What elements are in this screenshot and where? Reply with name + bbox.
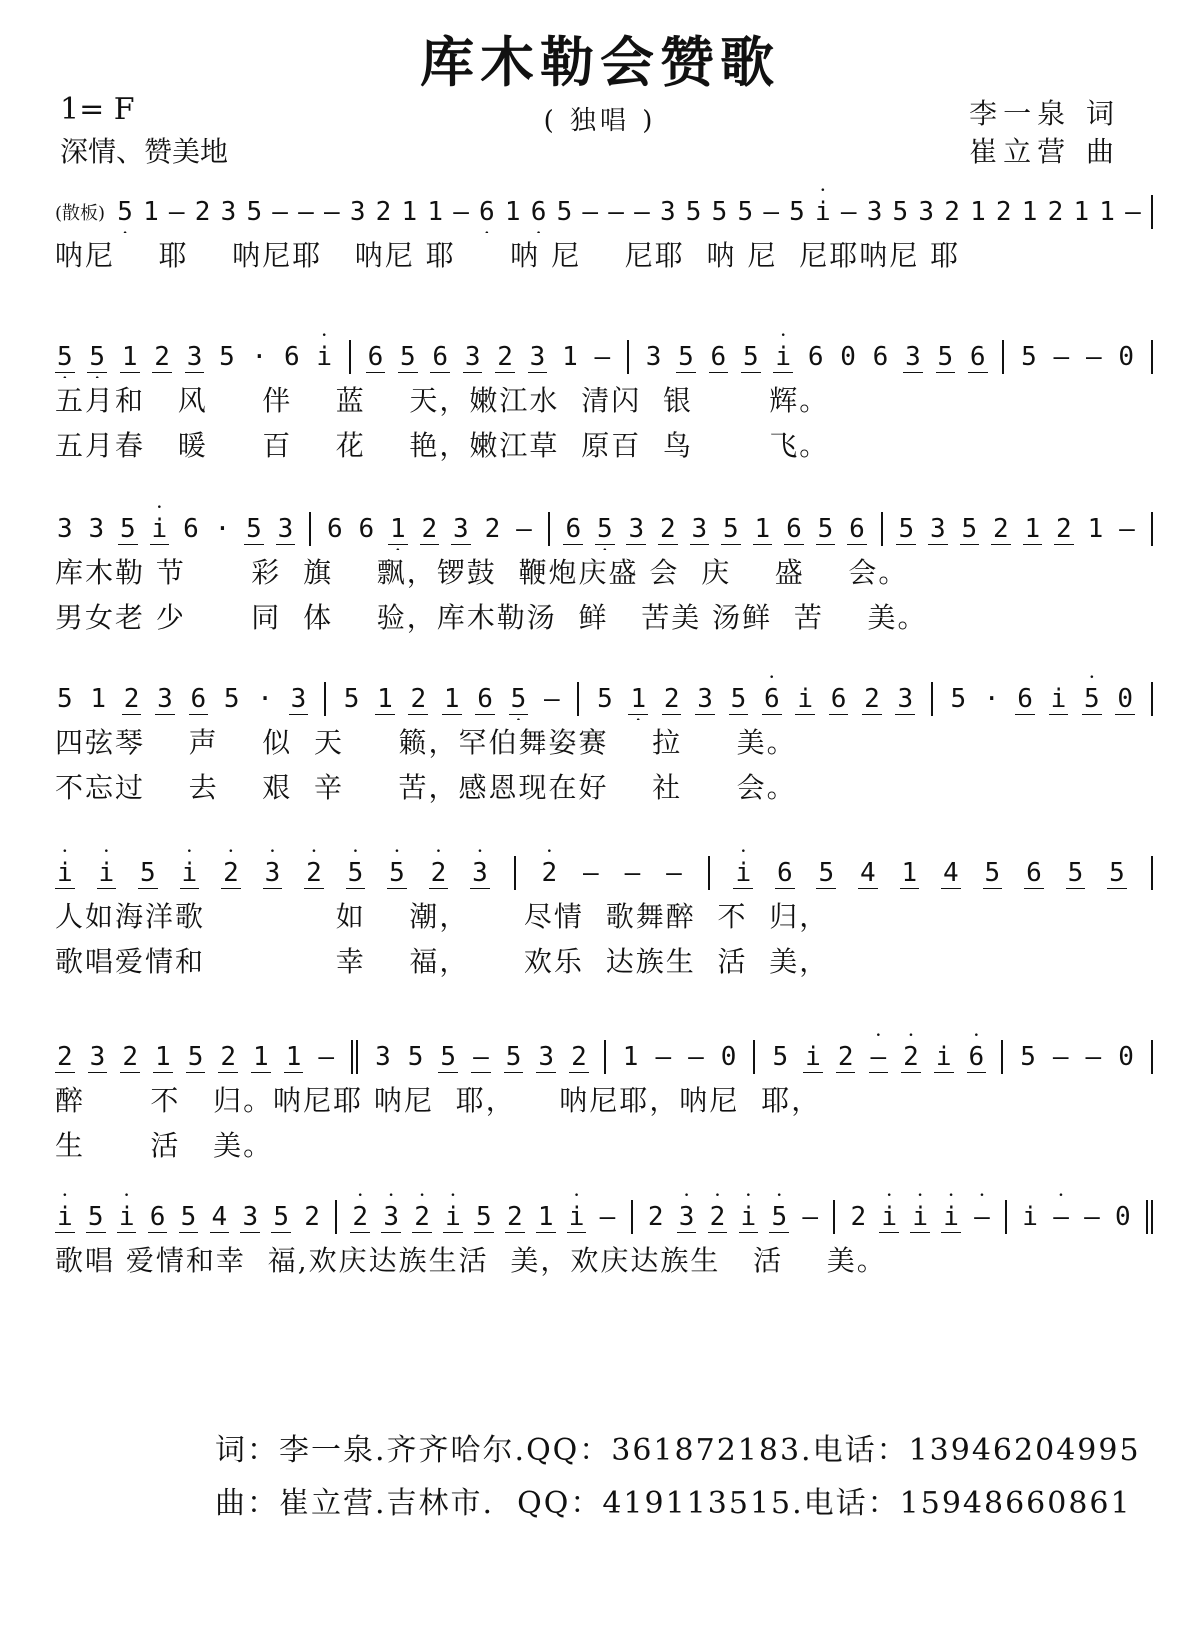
barline — [548, 512, 550, 546]
note: • i — [773, 342, 793, 373]
note: 0 — [1115, 1202, 1131, 1232]
note: • 2 — [221, 858, 241, 889]
note: • 3 — [381, 1202, 401, 1233]
note: – — [1125, 197, 1141, 227]
note: 5 — [246, 513, 262, 544]
final-barline — [1146, 1200, 1153, 1234]
note: 6 — [969, 341, 986, 372]
key-signature: 1= F — [60, 92, 135, 127]
note: 2 — [850, 1202, 867, 1232]
barline — [627, 340, 629, 374]
note: • i — [150, 514, 170, 545]
note: 2 — [194, 197, 211, 227]
song-title: 库木勒会赞歌 — [420, 31, 780, 94]
barline — [514, 856, 516, 890]
note: 2 — [123, 683, 140, 714]
note: 5 — [1021, 342, 1037, 372]
note: 6 — [1026, 857, 1042, 888]
note: 1 — [443, 683, 460, 714]
note: 6 — [190, 683, 207, 714]
note: • i — [180, 858, 200, 889]
note: 5 — [817, 513, 834, 544]
note: 3 — [659, 197, 676, 227]
note: 6 — [807, 342, 824, 372]
note: 1 • — [628, 684, 648, 715]
note: 1 — [90, 684, 107, 714]
note: 5 — [730, 683, 747, 714]
lyric-line: 呐尼 耶 呐尼耶 呐尼 耶 呐 尼 尼耶 呐 尼 尼耶呐尼 耶 — [55, 239, 961, 272]
note: 6 • — [529, 197, 549, 227]
note: 5 — [120, 513, 136, 544]
lyric-line: 不忘过 去 艰 辛 苦，感恩现在好 社 会。 — [55, 771, 797, 804]
note: 6 — [786, 513, 802, 544]
note: • 2 — [708, 1202, 728, 1233]
note: • 3 — [677, 1202, 697, 1233]
note: 6 — [326, 514, 343, 544]
footer-lyricist-contact: 词：李一泉.齐齐哈尔.QQ：361872183.电话：13946204995 — [215, 1433, 1141, 1468]
barline — [309, 512, 311, 546]
note: 1 — [970, 197, 986, 227]
note: 5 — [789, 197, 805, 227]
barline — [577, 682, 579, 716]
note: 1 — [427, 197, 444, 227]
score-system — [55, 1180, 1155, 1283]
note: 2 — [995, 197, 1012, 227]
note: • i — [55, 1202, 75, 1233]
note: 5 — [187, 1041, 204, 1072]
note: 6 — [565, 513, 582, 544]
note: – — [582, 197, 599, 227]
note: 5 — [343, 684, 360, 714]
score-system — [55, 320, 1155, 468]
note: – — [608, 197, 624, 227]
note: 3 — [349, 197, 366, 227]
note: 0 — [840, 342, 856, 372]
lyric-line: 歌唱爱情和 幸 福， 欢乐 达族生 活 美， — [55, 945, 830, 978]
note: – — [1052, 1042, 1069, 1072]
score-system — [55, 492, 1155, 640]
note: • 2 — [304, 858, 324, 889]
note: • i — [941, 1202, 961, 1233]
note: 6 • — [477, 197, 497, 227]
lyric-line: 四弦琴 声 似 天 籁，罕伯舞姿赛 拉 美。 — [55, 726, 797, 759]
note: 5 — [407, 1042, 424, 1072]
barline — [1151, 856, 1153, 890]
lyric-line: 生 活 美。 — [55, 1129, 274, 1162]
note: 3 — [628, 513, 645, 544]
note: 3 — [529, 341, 546, 372]
score-system — [55, 836, 1155, 984]
note: – — [516, 514, 532, 544]
note: 5 — [273, 1201, 289, 1232]
note: 1 — [155, 1041, 171, 1072]
note: 5 — [1020, 1042, 1036, 1072]
note: • 5 — [769, 1202, 789, 1233]
notation-line — [55, 492, 1155, 550]
note: 2 — [571, 1041, 587, 1072]
note: 2 — [663, 683, 680, 714]
note: 5 — [57, 684, 73, 714]
note: 2 — [375, 197, 392, 227]
note: 2 — [304, 1202, 320, 1232]
note: – — [583, 858, 599, 888]
note: 5 — [742, 341, 759, 372]
note: • 5 — [346, 858, 366, 889]
note: 5 • — [87, 342, 107, 373]
note: • 3 — [263, 858, 283, 889]
note: 1 • — [388, 514, 408, 545]
note: 3 — [464, 341, 481, 372]
note: 2 — [122, 1041, 138, 1072]
note: 2 — [837, 1041, 854, 1072]
note: 1 — [401, 197, 418, 227]
note: 1 — [1087, 514, 1104, 544]
note: 5 — [898, 513, 915, 544]
note: 3 — [905, 341, 921, 372]
note: 2 — [647, 1202, 664, 1232]
note: – — [599, 1202, 616, 1232]
note: · — [251, 342, 268, 372]
note: • 5 — [387, 858, 407, 889]
note: 1 — [285, 1041, 302, 1072]
note: • – — [1051, 1202, 1071, 1232]
note: • i — [739, 1202, 759, 1233]
note: 3 — [691, 513, 708, 544]
note: 4 — [211, 1201, 228, 1232]
note: • 3 — [470, 858, 490, 889]
note: 3 — [645, 342, 662, 372]
note: 1 — [253, 1041, 269, 1072]
barline — [1151, 512, 1153, 546]
note: • i — [879, 1202, 899, 1233]
note: – — [634, 197, 650, 227]
barline — [881, 512, 883, 546]
tempo-prefix: (散板) — [55, 203, 106, 224]
barline — [604, 1040, 606, 1074]
note: 1 — [754, 513, 771, 544]
note: • i — [55, 858, 75, 889]
note: · — [257, 684, 273, 714]
note: 5 — [678, 341, 694, 372]
note: • – — [972, 1202, 992, 1232]
notation-line — [55, 320, 1155, 378]
barline — [1151, 682, 1153, 716]
note: • 5 — [1082, 684, 1102, 715]
note: • 6 — [967, 1042, 987, 1073]
note: 5 — [961, 513, 978, 544]
barline — [1151, 195, 1153, 229]
note: 2 — [497, 341, 513, 372]
note: 2 — [864, 683, 880, 714]
note: – — [1119, 514, 1135, 544]
note: 6 — [149, 1201, 166, 1232]
note: 5 — [772, 1042, 789, 1072]
note: 5 • — [115, 197, 135, 227]
note: 2 — [57, 1041, 73, 1072]
note: 0 — [1118, 1042, 1134, 1072]
note: 3 — [157, 683, 173, 714]
note: 5 — [505, 1041, 522, 1072]
repeat-barline — [351, 1040, 358, 1074]
note: 2 — [1056, 513, 1072, 544]
note: – — [453, 197, 469, 227]
note: 5 — [87, 1201, 104, 1232]
note: 5 — [597, 684, 613, 714]
barline — [708, 856, 710, 890]
barline — [1005, 1200, 1007, 1234]
note: – — [318, 1042, 335, 1072]
note: 5 — [219, 342, 235, 372]
note: • 2 — [429, 858, 449, 889]
note: – — [1085, 1042, 1102, 1072]
note: • 6 — [762, 684, 782, 715]
note: 3 — [88, 514, 105, 544]
barline — [1002, 340, 1004, 374]
note: 5 — [818, 857, 835, 888]
footer-composer-contact: 曲：崔立营.吉林市. QQ：419113515.电话：15948660861 — [215, 1486, 1132, 1521]
note: – — [763, 197, 779, 227]
note: – — [1053, 342, 1070, 372]
notation-line — [55, 175, 1155, 233]
note: • i — [314, 342, 334, 372]
note: – — [272, 197, 288, 227]
note: 5 — [556, 197, 573, 227]
note: i — [797, 683, 813, 714]
lyric-line: 男女老 少 同 体 验，库木勒汤 鲜 苦美 汤鲜 苦 美。 — [55, 601, 928, 634]
note: 6 — [776, 857, 793, 888]
note: 1 — [377, 683, 393, 714]
tempo-marking: 深情、赞美地 — [60, 135, 229, 168]
barline — [324, 682, 326, 716]
note: • i — [97, 858, 117, 889]
note: i — [805, 1041, 821, 1072]
note: • i — [567, 1202, 587, 1233]
lyric-line: 歌唱 爱情和幸 福,欢庆达族生活 美，欢庆达族生 活 美。 — [55, 1244, 887, 1277]
note: 6 — [283, 342, 300, 372]
note: • i — [733, 858, 753, 889]
note: 4 — [943, 857, 959, 888]
note: 5 — [140, 857, 156, 888]
note: 5 — [737, 197, 754, 227]
lyric-line: 库木勒 节 彩 旗 飘，锣鼓 鞭炮庆盛 会 庆 盛 会。 — [55, 556, 909, 589]
notation-line — [55, 1020, 1155, 1078]
note: 3 — [242, 1201, 259, 1232]
note: • i — [443, 1202, 463, 1233]
score-system — [55, 175, 1155, 278]
note: 2 — [484, 514, 501, 544]
note: 5 — [950, 684, 967, 714]
barline — [335, 1200, 337, 1234]
note: – — [298, 197, 314, 227]
note: i — [935, 1041, 952, 1072]
note: i — [1050, 683, 1067, 714]
note: – — [323, 197, 340, 227]
note: 2 — [220, 1041, 237, 1072]
note: 6 — [183, 514, 199, 544]
barline — [931, 682, 933, 716]
note: 6 — [1017, 683, 1033, 714]
note: • i — [117, 1202, 137, 1233]
note: 1 — [562, 342, 578, 372]
note: 1 — [1073, 197, 1090, 227]
note: – — [168, 197, 185, 227]
lyric-line: 五月和 风 伴 蓝 天，嫩江水 清闪 银 辉。 — [55, 384, 830, 417]
barline — [753, 1040, 755, 1074]
note: 6 — [477, 683, 493, 714]
note: 2 — [944, 197, 960, 227]
note: 6 — [358, 514, 375, 544]
note: – — [543, 684, 560, 714]
note: • 2 — [901, 1042, 921, 1073]
score-system — [55, 662, 1155, 810]
note: • – — [869, 1042, 889, 1073]
note: 1 — [504, 197, 521, 227]
note: 0 — [1117, 683, 1134, 714]
note: 5 — [937, 341, 954, 372]
barline — [631, 1200, 633, 1234]
note: 3 — [290, 683, 307, 714]
note: 1 — [1099, 197, 1115, 227]
barline — [833, 1200, 835, 1234]
note: 5 — [723, 513, 739, 544]
barline — [1001, 1040, 1003, 1074]
note: 2 — [506, 1201, 523, 1232]
note: – — [802, 1202, 818, 1232]
note: – — [688, 1042, 704, 1072]
note: 5 — [711, 197, 728, 227]
note: 2 — [421, 513, 438, 544]
note: 3 — [929, 513, 946, 544]
note: 3 — [697, 683, 713, 714]
notation-line — [55, 662, 1155, 720]
note: 5 — [685, 197, 702, 227]
note: 6 — [432, 341, 449, 372]
note: 5 — [892, 197, 909, 227]
notation-line — [55, 1180, 1155, 1238]
note: 5 — [1109, 857, 1125, 888]
note: 5 — [223, 684, 240, 714]
note: • 2 — [412, 1202, 432, 1233]
note: • i — [910, 1202, 930, 1233]
note: i — [1022, 1202, 1038, 1232]
note: 3 — [277, 513, 294, 544]
note: – — [624, 858, 641, 888]
note: 1 — [1021, 197, 1038, 227]
note: – — [594, 342, 611, 372]
note: · — [214, 514, 231, 544]
note: – — [840, 197, 857, 227]
note: 1 — [622, 1042, 639, 1072]
note: 3 — [897, 683, 914, 714]
performance-form: ( 独唱 ) — [543, 106, 657, 136]
note: 3 — [57, 514, 73, 544]
note: 1 — [121, 341, 138, 372]
note: 6 — [872, 342, 889, 372]
lyricist-credit: 李一泉 词 — [969, 97, 1120, 130]
note: 6 — [849, 513, 865, 544]
note: 2 — [660, 513, 676, 544]
note: 6 — [710, 341, 727, 372]
lyric-line: 人如海洋歌 如 潮， 尽情 歌舞醉 不 归， — [55, 900, 830, 933]
note: 0 — [720, 1042, 737, 1072]
note: 1 — [143, 197, 159, 227]
note: 3 — [186, 341, 203, 372]
note: – — [1085, 342, 1102, 372]
note: 3 — [220, 197, 237, 227]
note: 4 — [860, 857, 876, 888]
barline — [349, 340, 351, 374]
note: 6 — [830, 683, 847, 714]
note: • 2 — [540, 858, 560, 888]
note: 3 — [866, 197, 883, 227]
composer-credit: 崔立营 曲 — [969, 135, 1120, 168]
note: 3 — [375, 1042, 391, 1072]
note: 5 — [246, 197, 263, 227]
note: 6 — [367, 341, 384, 372]
note: 1 — [1024, 513, 1041, 544]
note: 5 — [984, 857, 1001, 888]
note: – — [666, 858, 682, 888]
lyric-line: 醉 不 归。呐尼耶 呐尼 耶， 呐尼耶，呐尼 耶， — [55, 1084, 822, 1117]
note: 0 — [1118, 342, 1135, 372]
note: 5 — [399, 341, 416, 372]
note: 5 — [476, 1201, 492, 1232]
barline — [1151, 340, 1153, 374]
note: 3 — [453, 513, 469, 544]
note: 3 — [918, 197, 935, 227]
note: 5 — [180, 1201, 197, 1232]
note: 5 — [1067, 857, 1084, 888]
note: 2 — [410, 683, 427, 714]
note: – — [655, 1042, 672, 1072]
note: • 2 — [350, 1202, 370, 1233]
score-system — [55, 1020, 1155, 1168]
barline — [1151, 1040, 1153, 1074]
note: 2 — [1047, 197, 1064, 227]
note: – — [1084, 1202, 1100, 1232]
note: · — [983, 684, 1000, 714]
note: 3 — [89, 1041, 106, 1072]
note: 3 — [538, 1041, 555, 1072]
note: 5 — [440, 1041, 457, 1072]
note: – — [473, 1041, 489, 1072]
note: 1 — [901, 857, 918, 888]
lyric-line: 五月春 暖 百 花 艳，嫩江草 原百 鸟 飞。 — [55, 429, 830, 462]
note: 2 — [154, 341, 170, 372]
note: 5 • — [55, 342, 75, 373]
notation-line — [55, 836, 1155, 894]
note: 5 • — [595, 514, 615, 545]
note: 1 — [537, 1201, 554, 1232]
note: 5 • — [509, 684, 529, 715]
note: • i — [813, 197, 833, 227]
note: 2 — [993, 513, 1009, 544]
